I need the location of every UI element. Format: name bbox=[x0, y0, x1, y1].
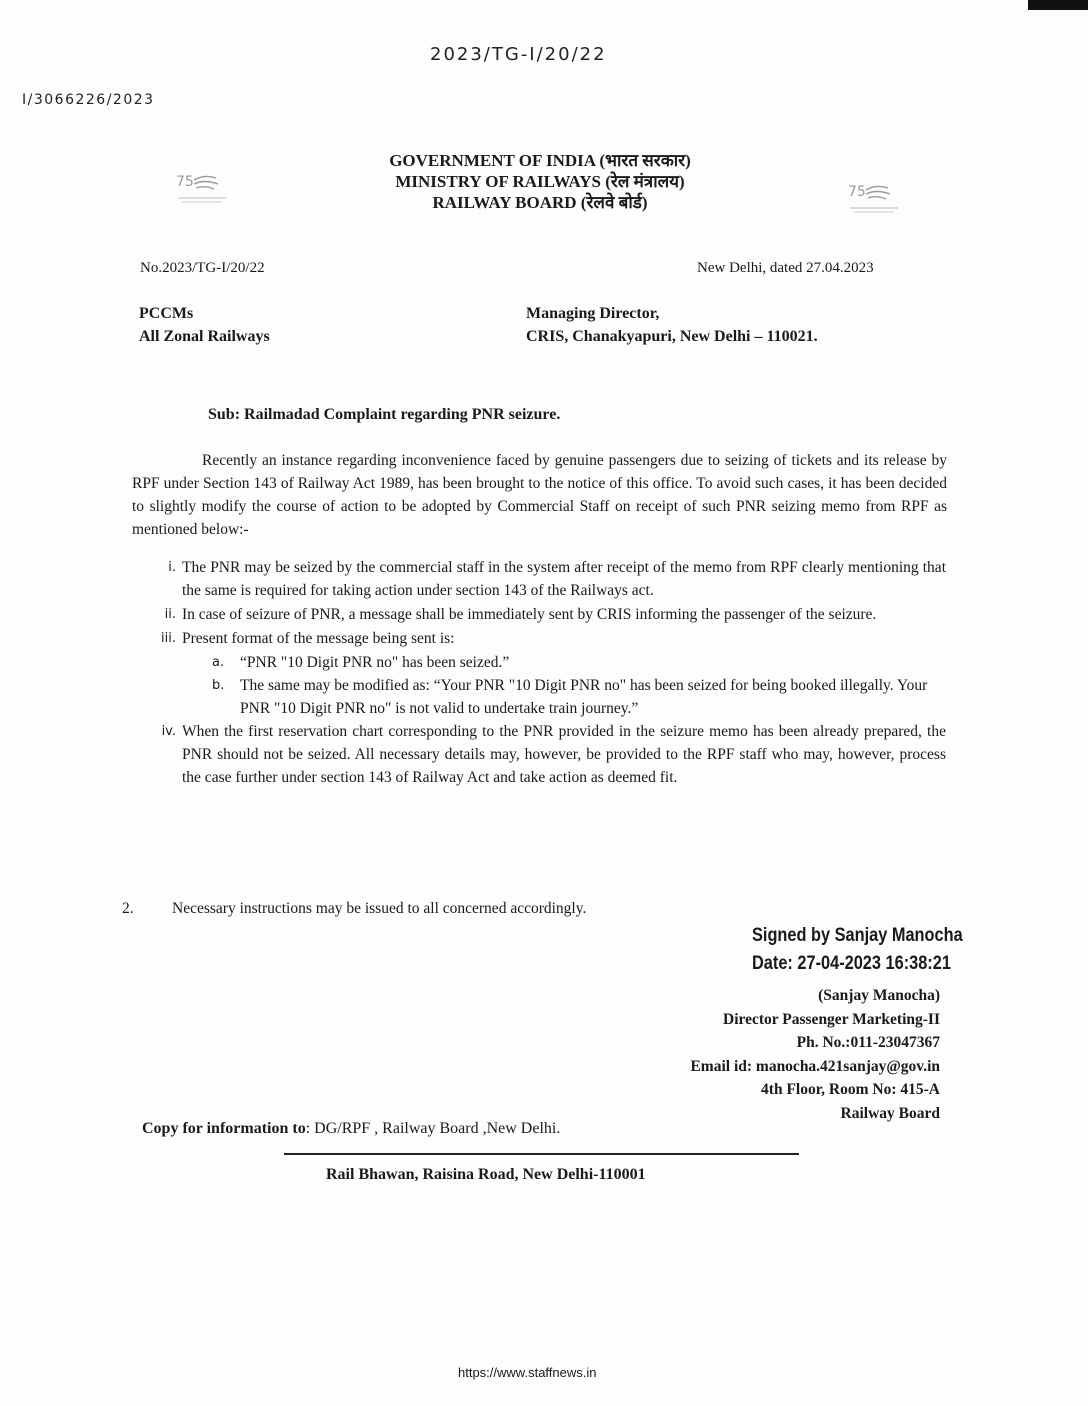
signer-designation: Director Passenger Marketing-II bbox=[723, 1010, 940, 1028]
signer-block bbox=[690, 984, 940, 1125]
letterhead-board: RAILWAY BOARD (रेलवे बोर्ड) bbox=[432, 193, 648, 212]
sub-list-item bbox=[150, 651, 946, 674]
digital-signature-date: Date: 27-04-2023 16:38:21 bbox=[752, 953, 951, 974]
footer-divider bbox=[284, 1153, 799, 1155]
svg-text:75: 75 bbox=[848, 184, 866, 200]
sub-list-item bbox=[150, 674, 946, 720]
recipient-right-line: CRIS, Chanakyapuri, New Delhi – 110021. bbox=[526, 328, 818, 345]
action-list bbox=[150, 556, 946, 790]
copy-to-text: : DG/RPF , Railway Board ,New Delhi. bbox=[305, 1120, 561, 1137]
scan-edge-mark bbox=[1028, 0, 1088, 10]
letterhead-ministry: MINISTRY OF RAILWAYS (रेल मंत्रालय) bbox=[395, 172, 685, 191]
list-item bbox=[150, 556, 946, 602]
signer-room: 4th Floor, Room No: 415-A bbox=[761, 1081, 940, 1098]
sub-list-item-text: The same may be modified as: “Your PNR "10 Digit PNR no" has been seized for being booked illegally. Your PNR "10 Digit PNR no" is not valid to undertake train journey.” bbox=[240, 677, 928, 717]
paragraph-1 bbox=[132, 449, 947, 541]
letterhead bbox=[300, 150, 780, 213]
list-item-number: ii. bbox=[164, 607, 176, 622]
list-item-number: iv. bbox=[161, 724, 176, 739]
signer-phone: Ph. No.:011-23047367 bbox=[796, 1034, 940, 1051]
copy-to-label: Copy for information to bbox=[142, 1120, 306, 1137]
recipient-right bbox=[526, 302, 818, 348]
reference-number: No.2023/TG-I/20/22 bbox=[140, 260, 265, 276]
sub-list-item-number: b. bbox=[212, 678, 225, 693]
paragraph-1-text: Recently an instance regarding inconvenience faced by genuine passengers due to seizing of tickets and its release by RPF under Section 143 of Railway Act 1989, has been brought to the notice of this office. To avoid such cases, it has been decided to slightly modify the course of action to be adopted by Commercial Staff on receipt of such PNR seizing memo from RPF as mentioned below:- bbox=[132, 452, 947, 538]
recipient-left bbox=[139, 302, 270, 348]
list-item-text: When the first reservation chart corresponding to the PNR provided in the seizure memo has been already prepared, the PNR should not be seized. All necessary details may, however, be provided to the RPF staff who may, however, process the case further under section 143 of Railway Act and take action as deemed fit. bbox=[182, 723, 946, 786]
list-item-text: In case of seizure of PNR, a message shall be immediately sent by CRIS informing the passenger of the seizure. bbox=[182, 606, 877, 623]
sub-list-item-number: a. bbox=[212, 655, 225, 670]
list-item-number: iii. bbox=[161, 631, 176, 646]
azadi-logo-icon bbox=[844, 178, 904, 218]
sub-list-item-text: “PNR "10 Digit PNR no" has been seized.” bbox=[240, 654, 510, 671]
digital-signature bbox=[752, 922, 963, 978]
website-link[interactable]: https://www.staffnews.in bbox=[458, 1365, 597, 1380]
paragraph-2-text: Necessary instructions may be issued to all concerned accordingly. bbox=[172, 900, 587, 917]
copy-to bbox=[142, 1120, 560, 1138]
file-number-top: 2023/TG-I/20/22 bbox=[430, 44, 607, 65]
svg-text:75: 75 bbox=[176, 174, 194, 190]
footer-address: Rail Bhawan, Raisina Road, New Delhi-110001 bbox=[326, 1166, 646, 1183]
signer-name: (Sanjay Manocha) bbox=[818, 987, 940, 1004]
recipient-right-line: Managing Director, bbox=[526, 305, 660, 322]
file-number-left: I/3066226/2023 bbox=[22, 92, 155, 108]
digital-signature-name: Signed by Sanjay Manocha bbox=[752, 925, 963, 946]
paragraph-2-number: 2. bbox=[122, 900, 134, 917]
list-item-text: The PNR may be seized by the commercial staff in the system after receipt of the memo from RPF clearly mentioning that the same is required for taking action under section 143 of the Railways act. bbox=[182, 559, 946, 599]
recipient-left-line: PCCMs bbox=[139, 305, 194, 322]
letterhead-government: GOVERNMENT OF INDIA (भारत सरकार) bbox=[389, 151, 691, 170]
signer-email: Email id: manocha.421sanjay@gov.in bbox=[690, 1057, 940, 1075]
azadi-logo-icon bbox=[172, 168, 232, 208]
list-item-text: Present format of the message being sent is: bbox=[182, 630, 455, 647]
subject-line: Sub: Railmadad Complaint regarding PNR seizure. bbox=[208, 406, 561, 423]
list-item bbox=[150, 627, 946, 650]
letter-date: New Delhi, dated 27.04.2023 bbox=[697, 260, 874, 276]
list-item bbox=[150, 603, 946, 626]
list-item-number: i. bbox=[168, 560, 176, 575]
signer-office: Railway Board bbox=[840, 1104, 940, 1122]
list-item bbox=[150, 720, 946, 789]
recipient-left-line: All Zonal Railways bbox=[139, 328, 270, 345]
